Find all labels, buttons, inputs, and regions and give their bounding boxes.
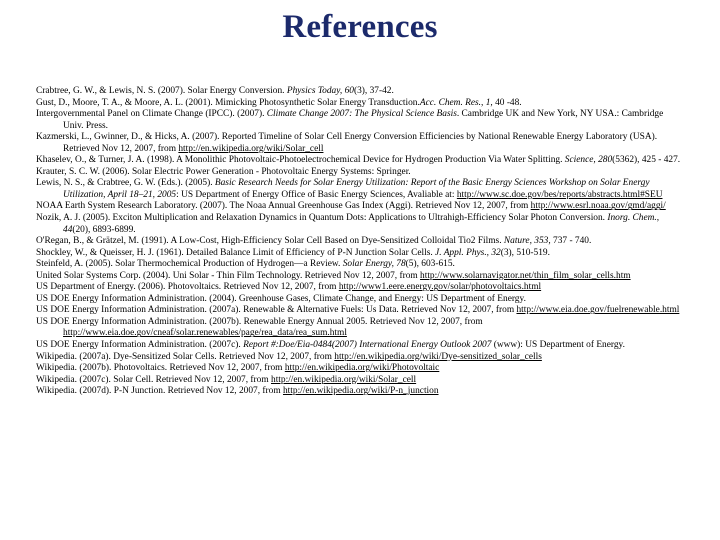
reference-text: Krauter, S. C. W. (2006). Solar Electric Power Generation - Photovoltaic Energy Systems: Springer. (36, 166, 411, 177)
reference-link[interactable]: http://en.wikipedia.org/wiki/Photovoltaic (284, 363, 440, 374)
reference-link[interactable]: http://www.sc.doe.gov/bes/reports/abstracts.html#SEU (456, 189, 663, 200)
reference-entry (36, 386, 686, 398)
reference-italic-text: Science, 280 (564, 155, 613, 166)
reference-entry (36, 167, 686, 179)
page-title: References (282, 9, 438, 45)
reference-text: (20), 6893-6899. (72, 224, 136, 235)
reference-text: (3), 37-42. (353, 86, 394, 96)
reference-text: (www): US Department of Energy. (491, 340, 625, 351)
reference-text: Wikipedia. (2007d). P-N Junction. Retrieved Nov 12, 2007, from (36, 386, 283, 397)
reference-italic-text: Physics Today, 60 (286, 86, 354, 96)
reference-text: US DOE Energy Information Administration. (2007b). Renewable Energy Annual 2005. Retrieved Nov 12, 2007, from (36, 316, 483, 327)
reference-entry (36, 213, 686, 236)
reference-text: US DOE Energy Information Administration. (2004). Greenhouse Gases, Climate Change, and Energy: US Department of Energy. (36, 293, 526, 304)
reference-entry (36, 86, 686, 98)
reference-entry (36, 305, 686, 317)
reference-text: Shockley, W., & Queisser, H. J. (1961). Detailed Balance Limit of Efficiency of P-N Junction Solar Cells. (36, 247, 436, 258)
reference-italic-text: J. Appl. Phys., 32 (435, 247, 501, 258)
reference-text: Lewis, N. S., & Crabtree, G. W. (Eds.). (2005). (36, 178, 215, 189)
reference-text: : US Department of Energy Office of Basic Energy Sciences, Avaliable at: (176, 189, 457, 200)
reference-italic-text: Solar Energy, 78 (342, 259, 406, 270)
reference-italic-text: Basic Research Needs for Solar Energy Utilization: Report of the Basic Energy Sciences Workshop on Solar Energy Utilization, April 18–21, 2005 (63, 178, 650, 200)
reference-text: Wikipedia. (2007c). Solar Cell. Retrieved Nov 12, 2007, from (36, 374, 271, 385)
reference-text: (5362), 425 - 427. (612, 155, 681, 166)
reference-text: Gust, D., Moore, T. A., & Moore, A. L. (2001). Mimicking Photosynthetic Solar Energy Transduction. (36, 97, 420, 108)
reference-text: Nozik, A. J. (2005). Exciton Multiplication and Relaxation Dynamics in Quantum Dots: Applications to Ultrahigh-Efficiency Solar Photon Conversion. (36, 213, 608, 224)
reference-link[interactable]: http://www.eia.doe.gov/cneaf/solar.renewables/page/rea_data/rea_sum.html (63, 328, 347, 339)
reference-link[interactable]: http://en.wikipedia.org/wiki/Solar_cell (271, 374, 417, 385)
reference-entry (36, 178, 686, 201)
reference-link[interactable]: http://en.wikipedia.org/wiki/P-n_junction (282, 386, 439, 397)
reference-entry (36, 259, 686, 271)
reference-text: (5), 603-615. (405, 259, 455, 270)
reference-text: US Department of Energy. (2006). Photovoltaics. Retrieved Nov 12, 2007, from (36, 282, 339, 293)
reference-text: US DOE Energy Information Administration. (2007c). (36, 340, 244, 351)
reference-link[interactable]: http://www1.eere.energy.gov/solar/photovoltaics.html (338, 282, 542, 293)
reference-entry (36, 271, 686, 283)
reference-italic-text: Acc. Chem. Res., 1 (419, 97, 491, 108)
reference-entry (36, 282, 686, 294)
reference-entry (36, 363, 686, 375)
reference-link[interactable]: http://www.eia.doe.gov/fuelrenewable.html (516, 305, 680, 316)
reference-entry (36, 236, 686, 248)
reference-italic-text: Inorg. Chem., 44 (63, 213, 660, 235)
reference-entry (36, 352, 686, 364)
reference-entry (36, 248, 686, 260)
reference-list (36, 86, 686, 398)
reference-link[interactable]: http://en.wikipedia.org/wiki/Solar_cell (178, 143, 324, 154)
reference-text: Steinfeld, A. (2005). Solar Thermochemical Production of Hydrogen––a Review. (36, 259, 343, 270)
reference-link[interactable]: http://www.solarnavigator.net/thin_film_solar_cells.htm (420, 270, 631, 281)
reference-italic-text: Nature, 353 (503, 236, 549, 247)
reference-entry (36, 294, 686, 306)
reference-text: US DOE Energy Information Administration. (2007a). Renewable & Alternative Fuels: Us Data. Retrieved Nov 12, 2007, from (36, 305, 517, 316)
reference-entry (36, 109, 686, 132)
reference-link[interactable]: http://www.esrl.noaa.gov/gmd/aggi/ (530, 201, 666, 212)
reference-text: (3), 510-519. (500, 247, 550, 258)
reference-text: Intergovernmental Panel on Climate Change (IPCC). (2007). (36, 109, 267, 120)
reference-text: Crabtree, G. W., & Lewis, N. S. (2007). Solar Energy Conversion. (36, 86, 287, 96)
reference-entry (36, 132, 686, 155)
reference-text: Kazmerski, L., Gwinner, D., & Hicks, A. (2007). Reported Timeline of Solar Cell Energy Conversion Efficiencies by National Renewable Energy Laboratory (USA). Retrieved Nov 12, 2007, from (36, 132, 658, 154)
reference-text: , 40 -48. (490, 97, 522, 108)
reference-link[interactable]: http://en.wikipedia.org/wiki/Dye-sensitized_solar_cells (334, 351, 542, 362)
reference-text: . Cambridge UK and New York, NY USA.: Cambridge Univ. Press. (63, 109, 664, 131)
reference-text: O'Regan, B., & Grätzel, M. (1991). A Low-Cost, High-Efficiency Solar Cell Based on Dye-Sensitized Colloidal Tio2 Films. (36, 236, 504, 247)
reference-text: , 737 - 740. (548, 236, 592, 247)
reference-entry (36, 155, 686, 167)
reference-entry (36, 317, 686, 340)
reference-text: NOAA Earth System Research Laboratory. (2007). The Noaa Annual Greenhouse Gas Index (Aggi). Retrieved Nov 12, 2007, from (36, 201, 531, 212)
reference-text: United Solar Systems Corp. (2004). Uni Solar - Thin Film Technology. Retrieved Nov 12, 2007, from (36, 270, 421, 281)
reference-entry (36, 98, 686, 110)
reference-entry (36, 340, 686, 352)
reference-text: Khaselev, O., & Turner, J. A. (1998). A Monolithic Photovoltaic-Photoelectrochemical Device for Hydrogen Production Via Water Splitting. (36, 155, 565, 166)
reference-entry (36, 375, 686, 387)
reference-italic-text: Climate Change 2007: The Physical Science Basis (266, 109, 457, 120)
reference-text: Wikipedia. (2007a). Dye-Sensitized Solar Cells. Retrieved Nov 12, 2007, from (36, 351, 335, 362)
reference-entry (36, 201, 686, 213)
reference-italic-text: Report #:Doe/Eia-0484(2007) International Energy Outlook 2007 (243, 340, 492, 351)
reference-text: Wikipedia. (2007b). Photovoltaics. Retrieved Nov 12, 2007, from (36, 363, 285, 374)
